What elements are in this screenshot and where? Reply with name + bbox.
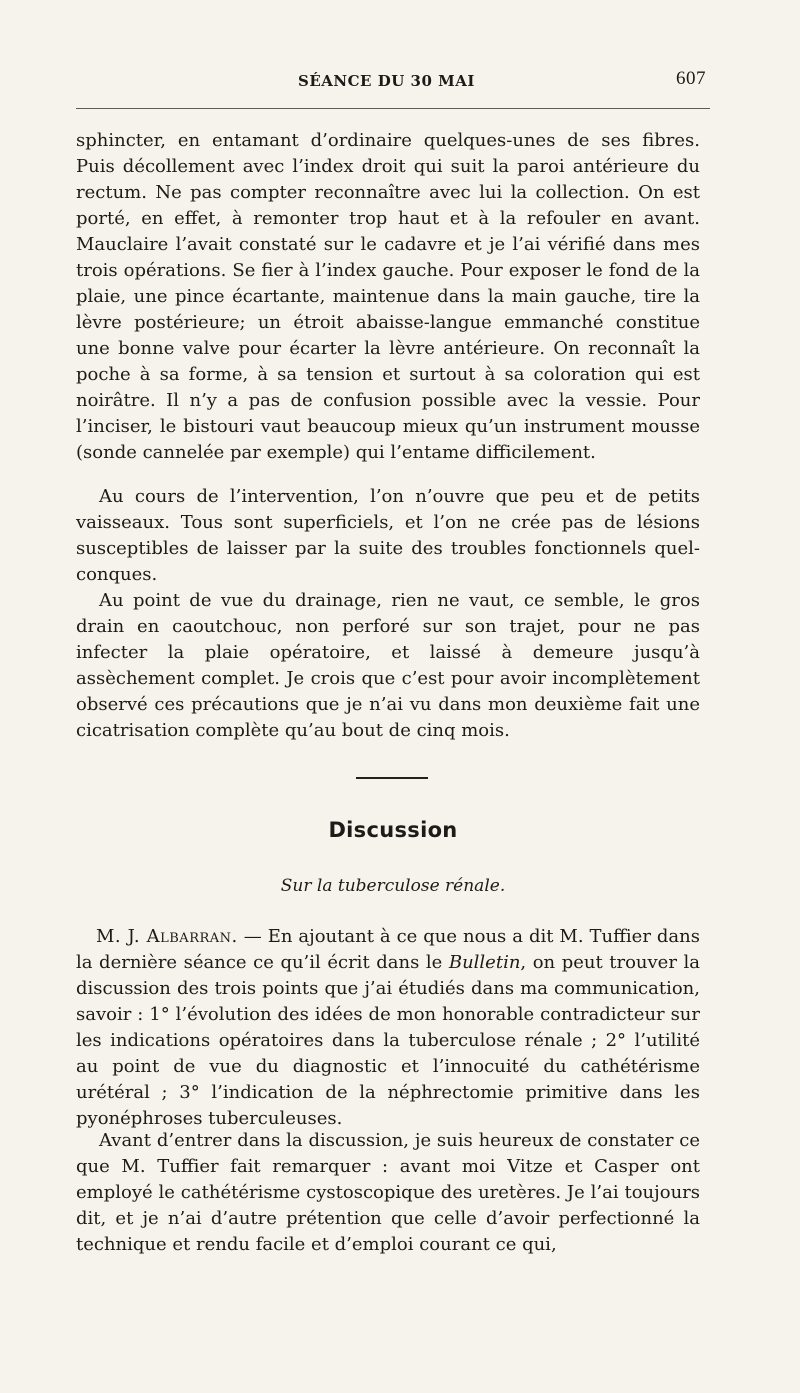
section-separator [356,777,428,779]
paragraph-albarran-continuation: Avant d’entrer dans la discussion, je suis heureux de constater ce que M. Tuffier fait remarquer : avant moi Vitze et Casper ont employé le cathétérisme cystoscopique des uretères. Je l’ai toujours dit, et je n’ai d’autre prétention que celle d’avoir perfectionné la technique et rendu facile et d’emploi courant ce qui, [76,1130,700,1255]
text-segment: , on peut trouver la discussion des trois points que j’ai étudiés dans ma communication, savoir : 1° l’évolution des idées de mon honorable contradicteur sur les indications opératoires dans la tuberculose rénale ; 2° l’utilité au point de vue du diagnostic et l’innocuité du cathétérisme urétéral ; 3° l’indication de la néphrectomie primitive dans les pyonéphroses tuberculeuses. [76,952,700,1129]
paragraph-albarran-intro [76,924,700,1132]
section-title: Discussion [328,818,458,842]
section-subtitle: Sur la tuberculose rénale. [280,876,506,896]
page-number: 607 [676,68,706,89]
paragraph-intervention: Au cours de l’intervention, l’on n’ouvre que peu et de petits vaisseaux. Tous sont superficiels, et l’on ne crée pas de lésions susceptibles de laisser par la suite des troubles fonctionnels quelconques. [76,486,700,585]
speaker-name: M. J. Albarran. [96,926,238,947]
bulletin-title: Bulletin [448,952,521,973]
running-title: SÉANCE DU 30 MAI [298,72,475,90]
page-header [76,68,710,98]
text-segment: — En ajoutant à ce que nous a dit M. Tuffier dans la dernière séance ce qu’il écrit dans le [76,926,700,973]
paragraph-surgical-technique: sphincter, en entamant d’ordinaire quelques-unes de ses fibres. Puis décollement avec l’index droit qui suit la paroi antérieure du rectum. Ne pas compter reconnaître avec lui la collection. On est porté, en effet, à remonter trop haut et à la refouler en avant. Mauclaire l’avait constaté sur le cadavre et je l’ai vérifié dans mes trois opérations. Se fier à l’index gauche. Pour exposer le fond de la plaie, une pince écartante, maintenue dans la main gauche, tire la lèvre postérieure; un étroit abaisse-langue emmanché constitue une bonne valve pour écarter la lèvre antérieure. On reconnaît la poche à sa forme, à sa tension et surtout à sa coloration qui est noirâtre. Il n’y a pas de confusion possible avec la vessie. Pour l’inciser, le bistouri vaut beaucoup mieux qu’un instrument mousse (sonde cannelée par exemple) qui l’entame difficilement. [76,130,700,463]
header-rule [76,108,710,109]
paragraph-drainage: Au point de vue du drainage, rien ne vaut, ce semble, le gros drain en caoutchouc, non perforé sur son trajet, pour ne pas infecter la plaie opératoire, et laissé à demeure jusqu’à assèchement complet. Je crois que c’est pour avoir incomplètement observé ces précautions que je n’ai vu dans mon deuxième fait une cicatrisation complète qu’au bout de cinq mois. [76,590,700,741]
